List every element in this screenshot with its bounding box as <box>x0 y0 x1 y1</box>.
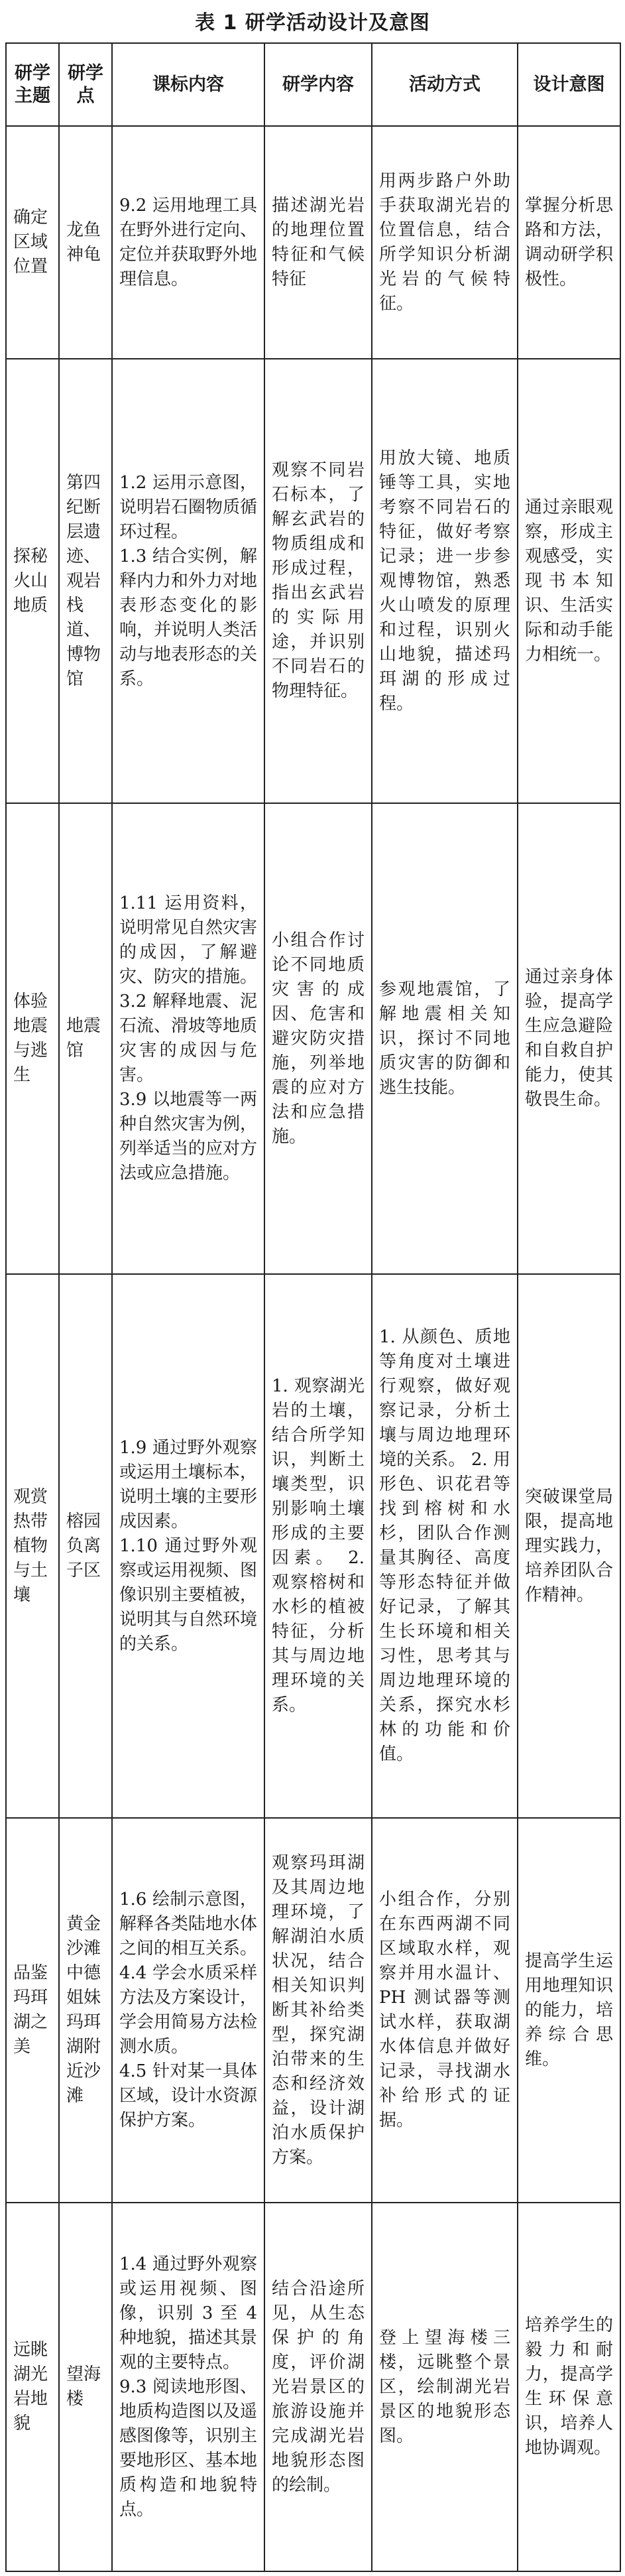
cell-intent: 培养学生的毅力和耐力，提高学生环保意识，培养人地协调观。 <box>518 2203 620 2571</box>
course-item: 1.3 结合实例，解释内力和外力对地表形态变化的影响，并说明人类活动与地表形态的关系。 <box>119 546 258 689</box>
cell-site: 地震馆 <box>59 803 112 1274</box>
table-row <box>6 359 620 803</box>
course-item: 9.2 运用地理工具在野外进行定向、定位并获取野外地理信息。 <box>119 195 258 289</box>
cell-site: 龙鱼神龟 <box>59 126 112 359</box>
cell-theme: 探秘火山地质 <box>6 359 59 803</box>
cell-course <box>112 1274 264 1818</box>
cell-method: 用两步路户外助手获取湖光岩的位置信息，结合所学知识分析湖光岩的气候特征。 <box>372 126 518 359</box>
cell-intent: 提高学生运用地理知识的能力，培养综合思维。 <box>518 1818 620 2203</box>
table-row <box>6 1274 620 1818</box>
cell-theme: 体验地震与逃生 <box>6 803 59 1274</box>
cell-intent: 突破课堂局限，提高地理实践力，培养团队合作精神。 <box>518 1274 620 1818</box>
course-item: 1.6 绘制示意图，解释各类陆地水体之间的相互关系。 <box>119 1890 258 1959</box>
course-item: 1.9 通过野外观察或运用土壤标本，说明土壤的主要形成因素。 <box>119 1437 258 1531</box>
header-intent: 设计意图 <box>518 43 620 126</box>
cell-content: 结合沿途所见，从生态保护的角度，评价湖光岩景区的旅游设施并完成湖光岩地貌形态图的绘制。 <box>264 2203 372 2571</box>
cell-method: 1. 从颜色、质地等角度对土壤进行观察，做好观察记录，分析土壤与周边地理环境的关系。 2. 用形色、识花君等找到榕树和水杉，团队合作测量其胸径、高度等形态特征并做好记录，了解其生长环境和相关习性，思考其与周边地理环境的关系，探究水杉林的功能和价值。 <box>372 1274 518 1818</box>
table-row <box>6 803 620 1274</box>
cell-method: 参观地震馆，了解地震相关知识，探讨不同地质灾害的防御和逃生技能。 <box>372 803 518 1274</box>
table-header-row <box>6 43 620 126</box>
cell-course <box>112 126 264 359</box>
cell-method: 小组合作，分别在东西两湖不同区域取水样，观察并用水温计、PH 测试器等测试水样，获取湖水体信息并做好记录，寻找湖水补给形式的证据。 <box>372 1818 518 2203</box>
table-row <box>6 1818 620 2203</box>
cell-intent: 通过亲身体验，提高学生应急避险和自救自护能力，使其敬畏生命。 <box>518 803 620 1274</box>
cell-site: 黄金沙滩中德姐妹玛珥湖附近沙滩 <box>59 1818 112 2203</box>
cell-content: 1. 观察湖光岩的土壤，结合所学知识，判断土壤类型，识别影响土壤形成的主要因素。 2. 观察榕树和水杉的植被特征，分析其与周边地理环境的关系。 <box>264 1274 372 1818</box>
cell-theme: 观赏热带植物与土壤 <box>6 1274 59 1818</box>
course-item: 1.4 通过野外观察或运用视频、图像，识别 3 至 4 种地貌，描述其景观的主要特点。 <box>119 2254 258 2372</box>
header-content: 研学内容 <box>264 43 372 126</box>
cell-content: 描述湖光岩的地理位置特征和气候特征 <box>264 126 372 359</box>
course-item: 4.5 针对某一具体区域，设计水资源保护方案。 <box>119 2061 258 2130</box>
cell-course <box>112 803 264 1274</box>
cell-method: 登上望海楼三楼，远眺整个景区，绘制湖光岩景区的地貌形态图。 <box>372 2203 518 2571</box>
cell-site: 第四纪断层遗迹、观岩栈道、博物馆 <box>59 359 112 803</box>
course-item: 4.4 学会水质采样方法及方案设计，学会用简易方法检测水质。 <box>119 1963 258 2057</box>
cell-site: 望海楼 <box>59 2203 112 2571</box>
cell-theme: 确定区域位置 <box>6 126 59 359</box>
cell-course <box>112 1818 264 2203</box>
cell-content: 小组合作讨论不同地质灾害的成因、危害和避灾防灾措施，列举地震的应对方法和应急措施。 <box>264 803 372 1274</box>
research-activity-table <box>5 42 621 2572</box>
cell-content: 观察玛珥湖及其周边地理环境，了解湖泊水质状况，结合相关知识判断其补给类型，探究湖泊带来的生态和经济效益，设计湖泊水质保护方案。 <box>264 1818 372 2203</box>
course-item: 3.9 以地震等一两种自然灾害为例，列举适当的应对方法或应急措施。 <box>119 1090 258 1183</box>
cell-course <box>112 359 264 803</box>
course-item: 1.11 运用资料，说明常见自然灾害的成因，了解避灾、防灾的措施。 <box>119 893 258 987</box>
cell-content: 观察不同岩石标本，了解玄武岩的物质组成和形成过程，指出玄武岩的实际用途，并识别不同岩石的物理特征。 <box>264 359 372 803</box>
cell-method: 用放大镜、地质锤等工具，实地考察不同岩石的特征，做好考察记录；进一步参观博物馆，熟悉火山喷发的原理和过程，识别火山地貌，描述玛珥湖的形成过程。 <box>372 359 518 803</box>
table-row <box>6 126 620 359</box>
header-theme: 研学主题 <box>6 43 59 126</box>
course-item: 1.2 运用示意图，说明岩石圈物质循环过程。 <box>119 472 258 542</box>
cell-theme: 品鉴玛珥湖之美 <box>6 1818 59 2203</box>
cell-intent: 掌握分析思路和方法，调动研学积极性。 <box>518 126 620 359</box>
header-site: 研学点 <box>59 43 112 126</box>
course-item: 3.2 解释地震、泥石流、滑坡等地质灾害的成因与危害。 <box>119 992 258 1085</box>
table-row <box>6 2203 620 2571</box>
cell-intent: 通过亲眼观察，形成主观感受，实现书本知识、生活实际和动手能力相统一。 <box>518 359 620 803</box>
course-item: 9.3 阅读地形图、地质构造图以及遥感图像等，识别主要地形区、基本地质构造和地貌特点。 <box>119 2376 258 2520</box>
course-item: 1.10 通过野外观察或运用视频、图像识别主要植被，说明其与自然环境的关系。 <box>119 1535 258 1654</box>
header-method: 活动方式 <box>372 43 518 126</box>
header-course: 课标内容 <box>112 43 264 126</box>
cell-site: 榕园负离子区 <box>59 1274 112 1818</box>
table-caption: 表 1 研学活动设计及意图 <box>195 11 430 34</box>
cell-course <box>112 2203 264 2571</box>
cell-theme: 远眺湖光岩地貌 <box>6 2203 59 2571</box>
